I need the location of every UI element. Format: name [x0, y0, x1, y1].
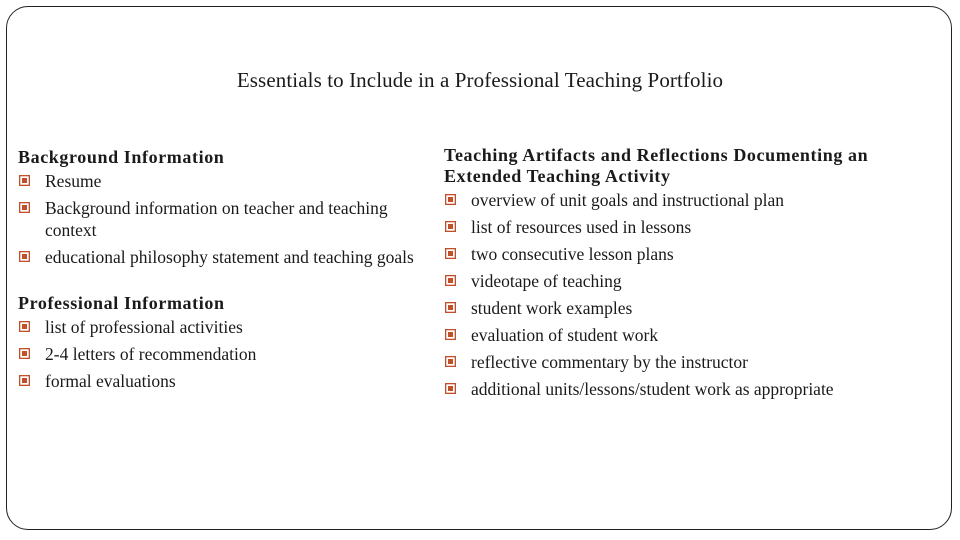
list-item-text: Background information on teacher and teaching context — [45, 198, 388, 240]
list-item-text: evaluation of student work — [471, 325, 659, 345]
left-column — [18, 147, 418, 397]
list-item — [444, 243, 914, 265]
professional-heading: Professional Information — [18, 293, 225, 313]
list-item-text: 2-4 letters of recommendation — [45, 344, 257, 364]
slide-title: Essentials to Include in a Professional Teaching Portfolio — [236, 68, 724, 92]
square-checkbox-icon — [19, 375, 30, 386]
list-item — [444, 189, 914, 211]
professional-list — [18, 316, 418, 392]
background-heading: Background Information — [18, 147, 225, 167]
list-item-text: overview of unit goals and instructional plan — [471, 190, 784, 210]
artifacts-list — [444, 189, 914, 400]
list-item — [444, 270, 914, 292]
list-item-text: videotape of teaching — [471, 271, 622, 291]
square-checkbox-icon — [19, 175, 30, 186]
list-item-text: two consecutive lesson plans — [471, 244, 674, 264]
right-column — [444, 145, 914, 405]
square-checkbox-icon — [445, 221, 456, 232]
list-item — [444, 216, 914, 238]
square-checkbox-icon — [445, 194, 456, 205]
list-item — [18, 170, 418, 192]
square-checkbox-icon — [19, 251, 30, 262]
list-item — [18, 343, 418, 365]
list-item-text: educational philosophy statement and teaching goals — [45, 247, 414, 267]
list-item-text: reflective commentary by the instructor — [471, 352, 748, 372]
list-item — [444, 351, 914, 373]
square-checkbox-icon — [445, 329, 456, 340]
list-item-text: student work examples — [471, 298, 633, 318]
square-checkbox-icon — [445, 383, 456, 394]
list-item-text: additional units/lessons/student work as appropriate — [471, 379, 834, 399]
list-item-text: formal evaluations — [45, 371, 176, 391]
list-item — [444, 297, 914, 319]
square-checkbox-icon — [445, 356, 456, 367]
background-list — [18, 170, 418, 268]
square-checkbox-icon — [445, 275, 456, 286]
list-item — [18, 316, 418, 338]
list-item — [18, 246, 418, 268]
list-item — [18, 197, 418, 241]
square-checkbox-icon — [445, 302, 456, 313]
list-item — [444, 378, 914, 400]
list-item-text: list of resources used in lessons — [471, 217, 692, 237]
square-checkbox-icon — [19, 202, 30, 213]
list-item — [444, 324, 914, 346]
list-item-text: list of professional activities — [45, 317, 243, 337]
artifacts-heading: Teaching Artifacts and Reflections Documenting an Extended Teaching Activity — [444, 145, 869, 186]
square-checkbox-icon — [19, 348, 30, 359]
list-item-text: Resume — [45, 171, 102, 191]
list-item — [18, 370, 418, 392]
square-checkbox-icon — [445, 248, 456, 259]
square-checkbox-icon — [19, 321, 30, 332]
